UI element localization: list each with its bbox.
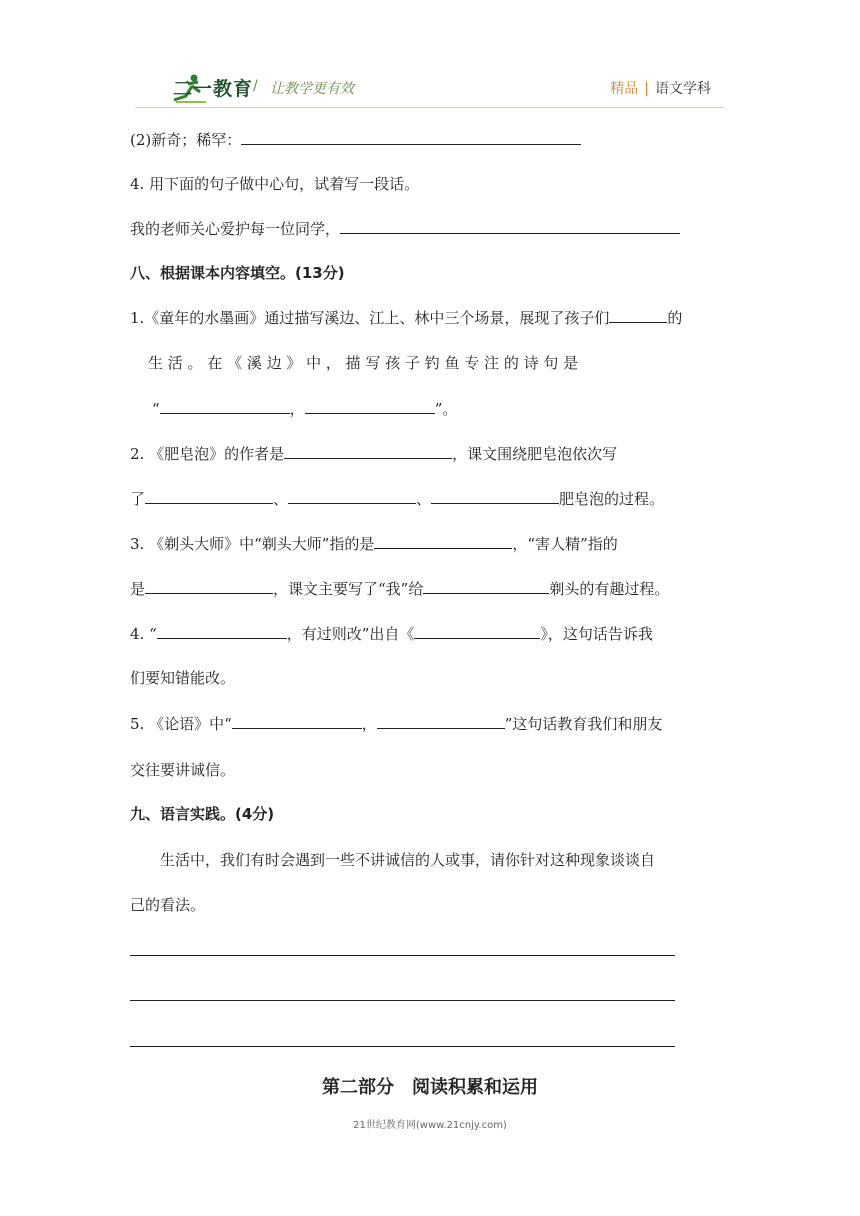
line-text: 肥皂泡的过程。	[559, 490, 665, 508]
line-text: ”。	[434, 400, 458, 418]
subject-label: 语文学科	[655, 81, 711, 97]
line-text: ，课文围绕肥皂泡依次写	[452, 445, 618, 463]
line-text: 是	[130, 580, 146, 598]
line-text: 4. “	[130, 625, 157, 643]
line-text: 2. 《肥皂泡》的作者是	[130, 445, 285, 463]
section-8-heading: 八、根据课本内容填空。(13分)	[130, 264, 345, 282]
answer-blank[interactable]	[160, 399, 290, 414]
line-text: 》，这句话告诉我	[540, 625, 653, 643]
line-text: 、	[273, 490, 289, 508]
line-text: ，“害人精”指的	[512, 535, 618, 553]
q3-line-2	[130, 579, 730, 599]
line-text: ，课文主要写了“我”给	[273, 580, 424, 598]
q4-line-1	[130, 624, 730, 644]
line-xinqi	[130, 130, 730, 150]
line-text: “	[152, 400, 160, 418]
answer-blank[interactable]	[232, 714, 362, 729]
q1-line-3	[152, 399, 752, 419]
line-text: ，	[361, 715, 377, 733]
answer-blank[interactable]	[241, 130, 581, 145]
writing-line[interactable]	[130, 1046, 675, 1047]
answer-blank[interactable]	[288, 489, 416, 504]
logo-text: 二一教育	[173, 78, 254, 100]
answer-blank[interactable]	[609, 308, 667, 323]
answer-blank[interactable]	[145, 579, 273, 594]
header-badge	[610, 78, 711, 98]
quality-label: 精品	[610, 81, 639, 97]
line-text: 3. 《剃头大师》中“剃头大师”指的是	[130, 535, 375, 553]
page-footer: 21世纪教育网(www.21cnjy.com)	[353, 1120, 507, 1131]
line-text: 了	[130, 490, 146, 508]
line-text: 5. 《论语》中“	[130, 715, 232, 733]
part-2-title: 第二部分 阅读积累和运用	[322, 1077, 538, 1098]
answer-blank[interactable]	[414, 624, 540, 639]
header-rule	[135, 107, 725, 108]
line-text: ，有过则改”出自《	[286, 625, 415, 643]
q3-line-1	[130, 534, 730, 554]
answer-blank[interactable]	[431, 489, 559, 504]
answer-blank[interactable]	[423, 579, 549, 594]
answer-blank[interactable]	[377, 714, 505, 729]
section-9-heading: 九、语言实践。(4分)	[130, 805, 275, 823]
line-text: (2)新奇；稀罕：	[130, 131, 242, 149]
answer-blank[interactable]	[284, 444, 452, 459]
answer-blank[interactable]	[145, 489, 273, 504]
line-text: ，	[289, 400, 305, 418]
q2-line-1	[130, 444, 730, 464]
answer-blank[interactable]	[340, 219, 680, 234]
line-teacher	[130, 219, 730, 239]
line-text: 剃头的有趣过程。	[549, 580, 670, 598]
header-slogan: 让教学更有效	[270, 81, 354, 97]
page-header	[135, 70, 725, 106]
line-text: 我的老师关心爱护每一位同学，	[130, 220, 341, 238]
question-4-prompt: 4. 用下面的句子做中心句，试着写一段话。	[130, 175, 420, 193]
line-text: 、	[416, 490, 432, 508]
answer-blank[interactable]	[374, 534, 512, 549]
q2-line-2	[130, 489, 730, 509]
answer-blank[interactable]	[157, 624, 287, 639]
writing-line[interactable]	[130, 955, 675, 956]
line-text: 的	[667, 309, 683, 327]
practice-prompt-line-1: 生活中，我们有时会遇到一些不讲诚信的人或事，请你针对这种现象谈谈自	[160, 851, 656, 869]
practice-prompt-line-2: 己的看法。	[130, 896, 206, 914]
line-text: 1.《童年的水墨画》通过描写溪边、江上、林中三个场景，展现了孩子们	[130, 309, 610, 327]
header-separator: |	[644, 81, 649, 97]
q5-line-1	[130, 714, 730, 734]
q1-line-2: 生 活 。 在 《 溪 边 》 中 ， 描 写 孩 子 钓 鱼 专 注 的 诗 句 是	[148, 354, 579, 372]
answer-blank[interactable]	[305, 399, 435, 414]
line-text: ”这句话教育我们和朋友	[504, 715, 663, 733]
q4-line-2: 们要知错能改。	[130, 669, 236, 687]
header-divider: /	[253, 78, 258, 94]
q5-line-2: 交往要讲诚信。	[130, 761, 236, 779]
writing-line[interactable]	[130, 1000, 675, 1001]
q1-line-1	[130, 308, 730, 328]
